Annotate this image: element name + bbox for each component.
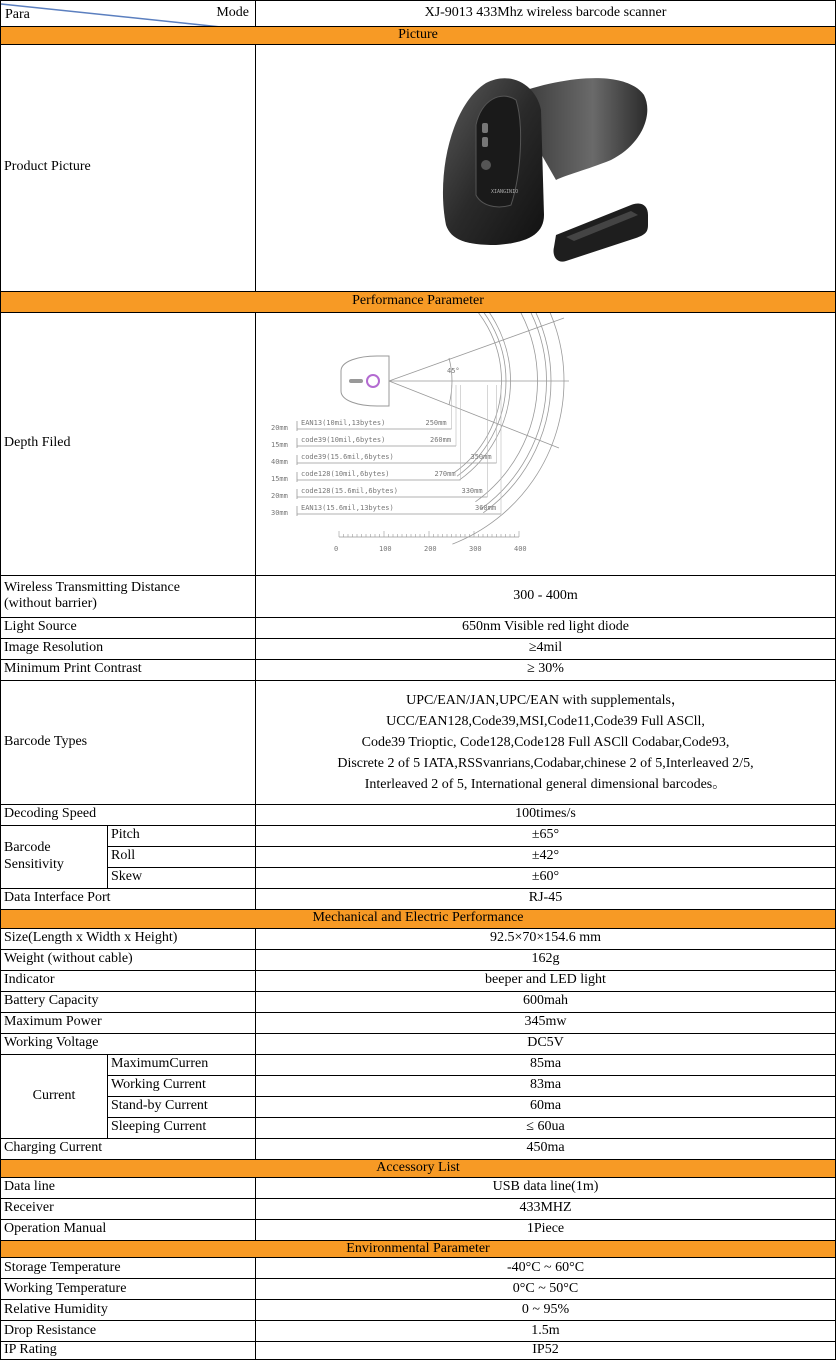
wireless-label-line-2: (without barrier) [4, 596, 97, 612]
wireless-label-line-1: Wireless Transmitting Distance [4, 579, 180, 595]
power-row [1, 1012, 836, 1033]
table-row [1, 1219, 836, 1240]
section-title: Performance Parameter [1, 291, 836, 312]
ip-label: IP Rating [1, 1342, 256, 1360]
section-title: Accessory List [1, 1159, 836, 1177]
size-row [1, 928, 836, 949]
section-performance [1, 291, 836, 312]
current-row [1, 1117, 836, 1138]
weight-row [1, 949, 836, 970]
table-row [1, 1198, 836, 1219]
product-picture-label: Product Picture [1, 44, 256, 291]
depth-row-left: 40mm [271, 458, 288, 467]
sleeping-current-label: Sleeping Current [108, 1117, 256, 1138]
depth-row-code: code128(10mil,6bytes) [301, 470, 390, 479]
model-title: XJ-9013 433Mhz wireless barcode scanner [256, 1, 836, 27]
table-row [1, 1279, 836, 1300]
roll-value: ±42° [256, 846, 836, 867]
wireless-value: 300 - 400m [256, 575, 836, 617]
voltage-value: DC5V [256, 1033, 836, 1054]
size-label: Size(Length x Width x Height) [1, 928, 256, 949]
storage-temp-value: -40°C ~ 60°C [256, 1258, 836, 1279]
header-corner-cell [1, 1, 256, 27]
weight-value: 162g [256, 949, 836, 970]
axis-tick-label: 200 [424, 545, 437, 554]
product-picture-row [1, 44, 836, 291]
working-current-label: Working Current [108, 1075, 256, 1096]
roll-label: Roll [108, 846, 256, 867]
depth-field-cell [256, 312, 836, 575]
range-arc [483, 313, 551, 513]
charging-row [1, 1138, 836, 1159]
barcode-types-line: UPC/EAN/JAN,UPC/EAN with supplementals， [406, 692, 685, 708]
depth-row-code: EAN13(15.6mil,13bytes) [301, 504, 394, 513]
sensitivity-row [1, 825, 836, 846]
depth-row [271, 385, 456, 449]
light-source-value: 650nm Visible red light diode [256, 617, 836, 638]
barcode-scanner-icon [416, 65, 676, 265]
drop-label: Drop Resistance [1, 1321, 256, 1342]
barcode-types-value [256, 680, 836, 804]
depth-row-left: 30mm [271, 509, 288, 518]
depth-field-label: Depth Filed [1, 312, 256, 575]
depth-row-distance: 250mm [425, 419, 447, 428]
current-row [1, 1096, 836, 1117]
standby-current-label: Stand-by Current [108, 1096, 256, 1117]
power-value: 345mw [256, 1012, 836, 1033]
indicator-row [1, 970, 836, 991]
working-temp-value: 0°C ~ 50°C [256, 1279, 836, 1300]
current-label: Current [1, 1054, 108, 1138]
drop-value: 1.5m [256, 1321, 836, 1342]
humidity-value: 0 ~ 95% [256, 1300, 836, 1321]
axis-tick-label: 100 [379, 545, 392, 554]
receiver-value: 433MHZ [256, 1198, 836, 1219]
para-label: Para [5, 7, 30, 23]
ip-value: IP52 [256, 1342, 836, 1360]
contrast-label: Minimum Print Contrast [1, 659, 256, 680]
light-source-label: Light Source [1, 617, 256, 638]
depth-row-left: 20mm [271, 492, 288, 501]
axis-tick-label: 300 [469, 545, 482, 554]
range-arc [457, 313, 506, 476]
depth-row-code: EAN13(10mil,13bytes) [301, 419, 386, 428]
table-row [1, 1342, 836, 1360]
decoding-speed-row [1, 804, 836, 825]
brand-text: XIANGINIO [490, 188, 518, 195]
sensitivity-row [1, 867, 836, 888]
charging-value: 450ma [256, 1138, 836, 1159]
light-source-row [1, 617, 836, 638]
contrast-value: ≥ 30% [256, 659, 836, 680]
sensitivity-label [1, 825, 108, 888]
section-environmental [1, 1240, 836, 1258]
barcode-types-label: Barcode Types [1, 680, 256, 804]
interface-value: RJ-45 [256, 888, 836, 909]
wireless-row [1, 575, 836, 617]
depth-row-distance: 360mm [475, 504, 497, 513]
standby-current-value: 60ma [256, 1096, 836, 1117]
depth-field-row [1, 312, 836, 575]
indicator-label: Indicator [1, 970, 256, 991]
humidity-label: Relative Humidity [1, 1300, 256, 1321]
section-title: Mechanical and Electric Performance [1, 909, 836, 928]
depth-row-left: 15mm [271, 441, 288, 450]
receiver-label: Receiver [1, 1198, 256, 1219]
sensitivity-row [1, 846, 836, 867]
contrast-row [1, 659, 836, 680]
power-label: Maximum Power [1, 1012, 256, 1033]
resolution-label: Image Resolution [1, 638, 256, 659]
sensitivity-label-line-1: Barcode [4, 840, 51, 855]
max-current-label: MaximumCurren [108, 1054, 256, 1075]
depth-row-distance: 350mm [470, 453, 492, 462]
product-picture-cell [256, 44, 836, 291]
mode-label: Mode [216, 5, 249, 20]
depth-row [271, 385, 452, 432]
depth-row [271, 385, 461, 483]
depth-field-diagram [259, 313, 836, 568]
decoding-speed-value: 100times/s [256, 804, 836, 825]
table-row [1, 1300, 836, 1321]
weight-label: Weight (without cable) [1, 949, 256, 970]
data-line-label: Data line [1, 1177, 256, 1198]
table-row [1, 1321, 836, 1342]
axis-tick-label: 400 [514, 545, 527, 554]
skew-label: Skew [108, 867, 256, 888]
section-accessory [1, 1159, 836, 1177]
section-title: Picture [1, 27, 836, 45]
sleeping-current-value: ≤ 60ua [256, 1117, 836, 1138]
depth-row-code: code128(15.6mil,6bytes) [301, 487, 398, 496]
section-mechanical [1, 909, 836, 928]
interface-label: Data Interface Port [1, 888, 256, 909]
current-row [1, 1054, 836, 1075]
section-title: Environmental Parameter [1, 1240, 836, 1258]
manual-value: 1Piece [256, 1219, 836, 1240]
charging-label: Charging Current [1, 1138, 256, 1159]
working-current-value: 83ma [256, 1075, 836, 1096]
size-value: 92.5×70×154.6 mm [256, 928, 836, 949]
working-temp-label: Working Temperature [1, 1279, 256, 1300]
sensitivity-label-line-2: Sensitivity [4, 856, 64, 872]
table-row [1, 1177, 836, 1198]
depth-row-code: code39(15.6mil,6bytes) [301, 453, 394, 462]
storage-temp-label: Storage Temperature [1, 1258, 256, 1279]
depth-row-distance: 270mm [434, 470, 456, 479]
wireless-label [1, 575, 256, 617]
resolution-row [1, 638, 836, 659]
data-line-value: USB data line(1m) [256, 1177, 836, 1198]
depth-row-left: 15mm [271, 475, 288, 484]
resolution-value: ≥4mil [256, 638, 836, 659]
indicator-value: beeper and LED light [256, 970, 836, 991]
range-arc [481, 313, 547, 509]
current-row [1, 1075, 836, 1096]
decoding-speed-label: Decoding Speed [1, 804, 256, 825]
barcode-types-line: UCC/EAN128,Code39,MSI,Code11,Code39 Full ASCll, [386, 713, 705, 729]
depth-row-distance: 260mm [430, 436, 452, 445]
battery-value: 600mah [256, 991, 836, 1012]
scanner-head-icon [341, 356, 389, 406]
battery-row [1, 991, 836, 1012]
range-arc [475, 313, 537, 502]
table-row [1, 1258, 836, 1279]
depth-row-left: 20mm [271, 424, 288, 433]
interface-row [1, 888, 836, 909]
battery-label: Battery Capacity [1, 991, 256, 1012]
skew-value: ±60° [256, 867, 836, 888]
pitch-label: Pitch [108, 825, 256, 846]
axis-tick-label: 0 [334, 545, 339, 554]
barcode-types-line: Code39 Trioptic, Code128,Code128 Full ASCll Codabar,Code93, [361, 734, 730, 750]
angle-label: 45° [447, 367, 460, 376]
usb-receiver-icon [553, 203, 648, 261]
barcode-types-line: Discrete 2 of 5 IATA,RSSvanrians,Codabar,chinese 2 of 5,Interleaved 2/5, [337, 755, 754, 771]
range-arc [454, 313, 501, 473]
depth-row-code: code39(10mil,6bytes) [301, 436, 386, 445]
header-row [1, 1, 836, 27]
barcode-types-line: Interleaved 2 of 5, International general dimensional barcodes。 [364, 776, 727, 792]
manual-label: Operation Manual [1, 1219, 256, 1240]
section-picture [1, 27, 836, 45]
depth-row-distance: 330mm [461, 487, 483, 496]
pitch-value: ±65° [256, 825, 836, 846]
max-current-value: 85ma [256, 1054, 836, 1075]
voltage-label: Working Voltage [1, 1033, 256, 1054]
barcode-types-row [1, 680, 836, 804]
voltage-row [1, 1033, 836, 1054]
